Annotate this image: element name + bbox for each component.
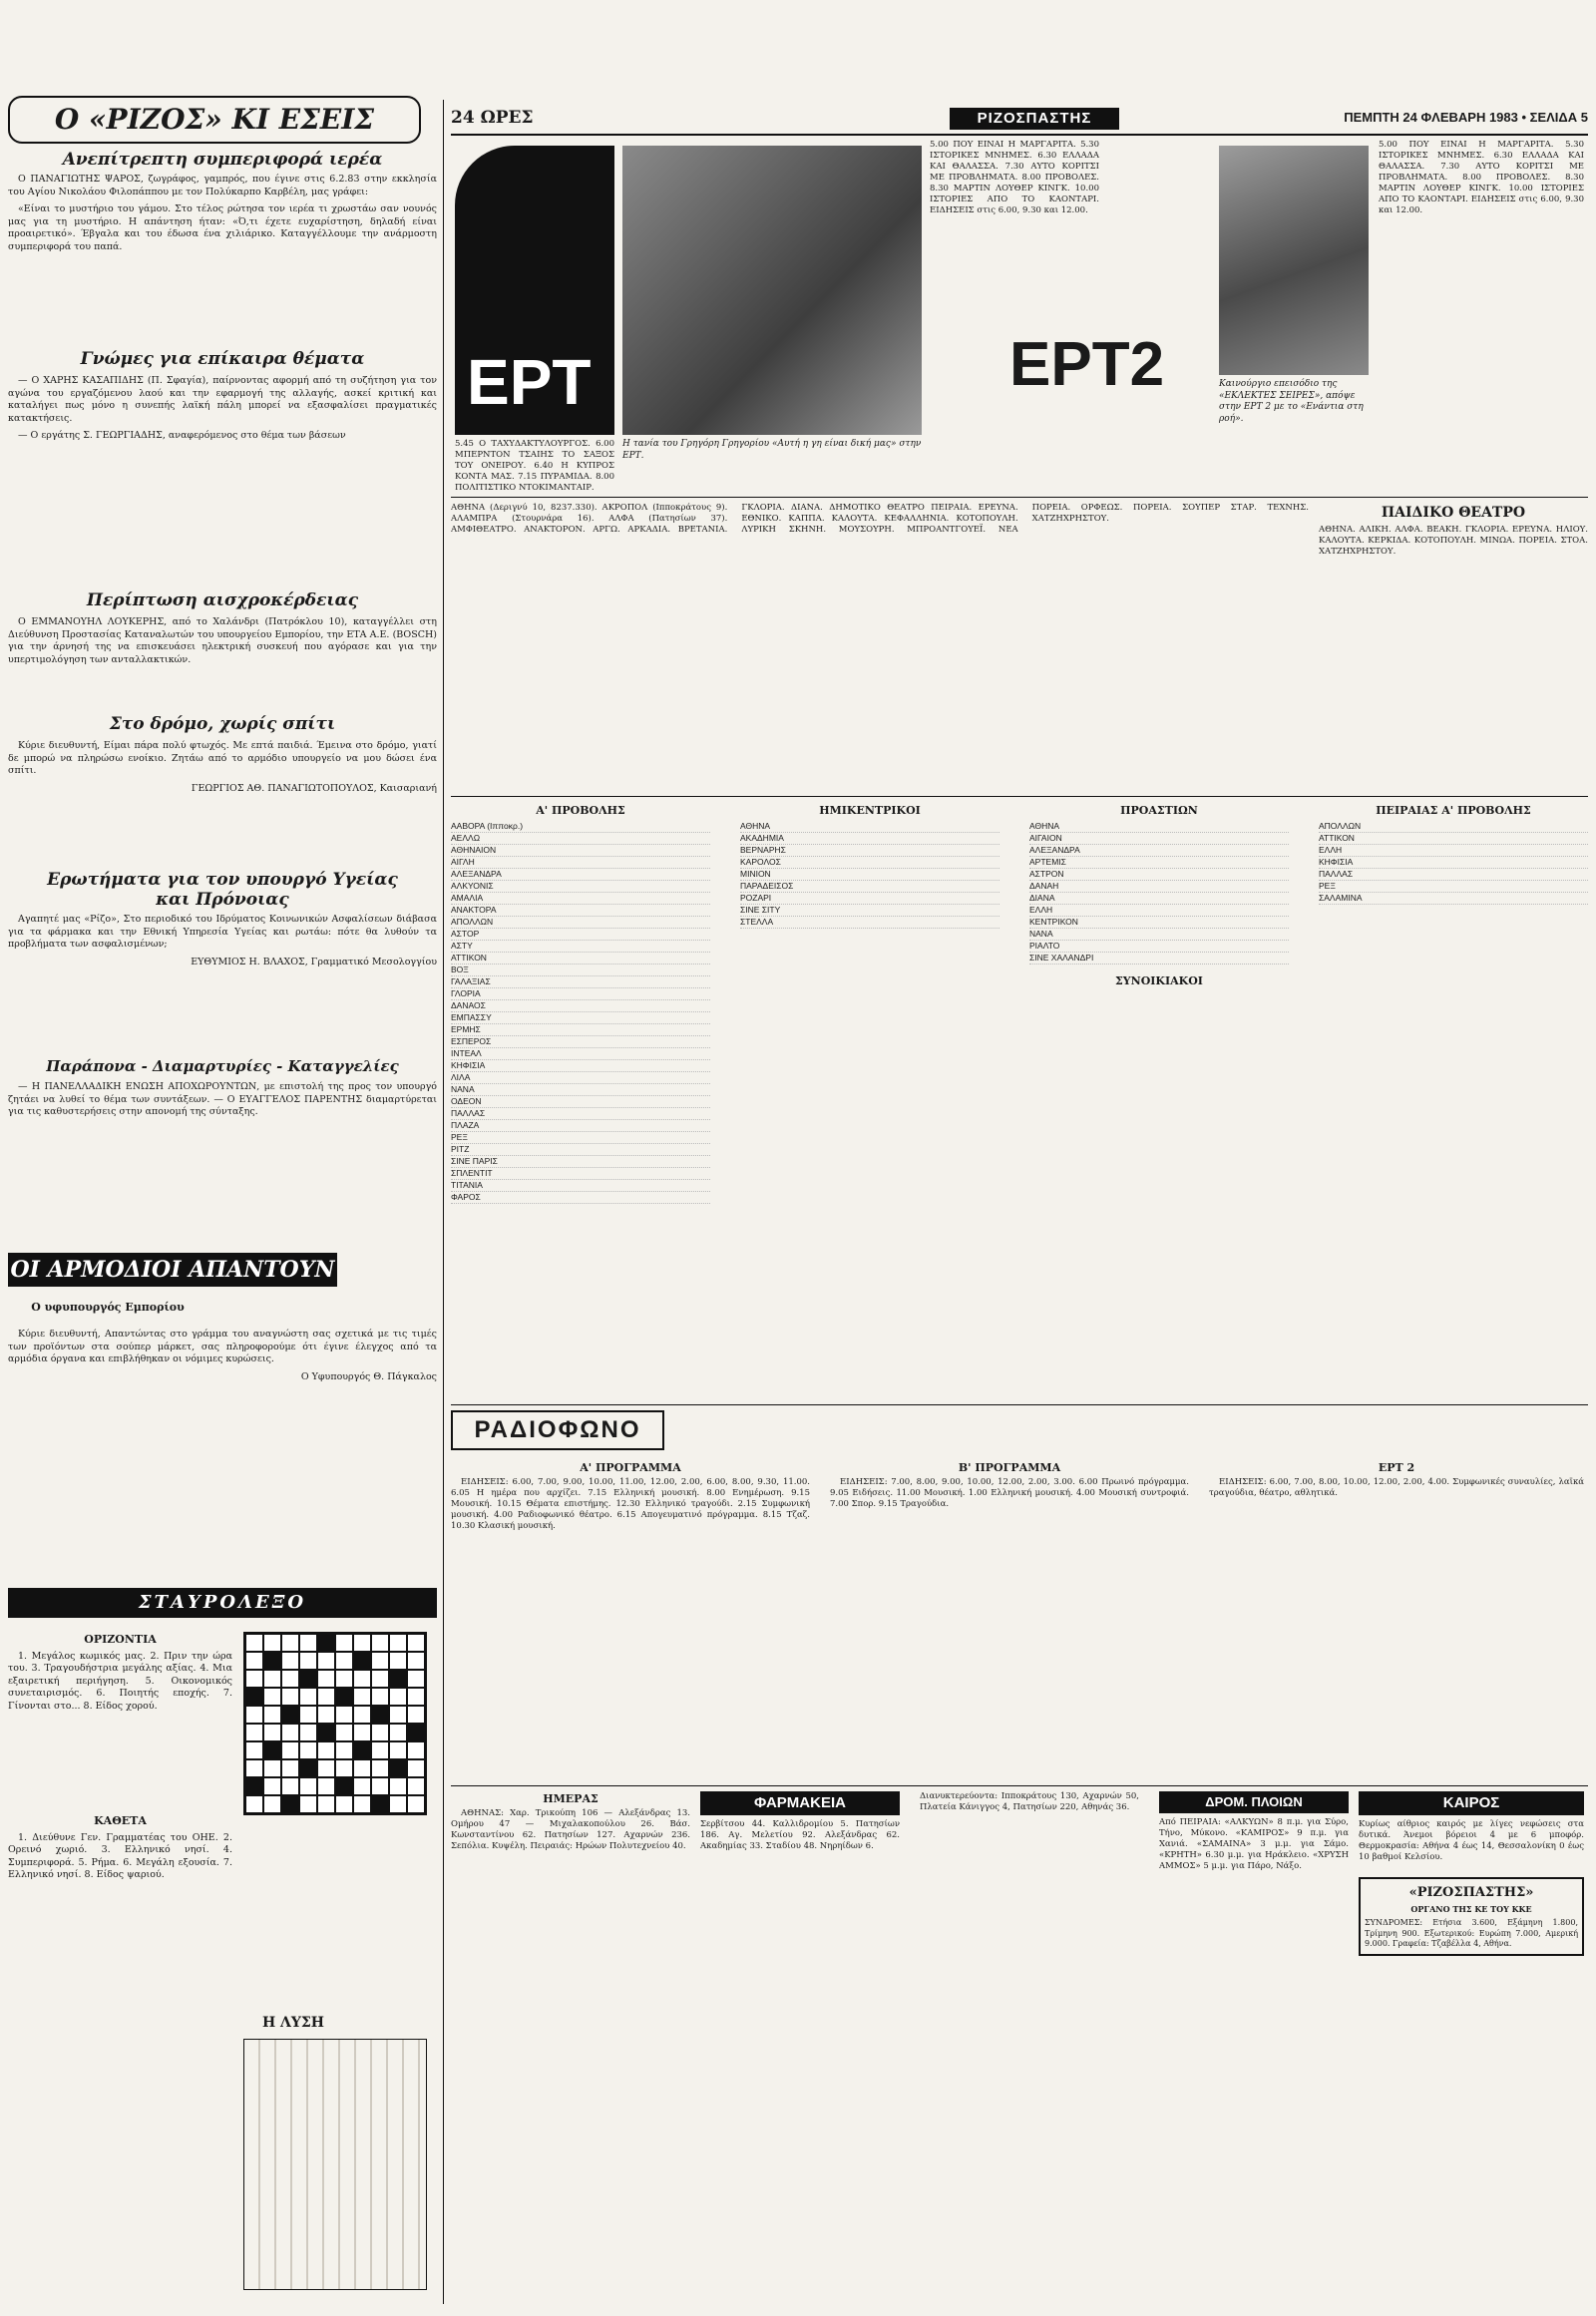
article-body [8,914,437,973]
article-body [8,740,437,800]
crossword-clues-down [8,1813,232,1887]
list-item [740,833,999,845]
paragraph: Κύριε διευθυντή, Είμαι πάρα πολύ φτωχός. Με επτά παιδιά. Έμεινα στο δρόμο, γιατί δε μπορώ να πληρώσω ενοίκιο. Ζητάω από το αρμόδιο υπουργείο να μου δώσει ένα σπίτι. [8,740,437,776]
radio-prog-c [1209,1460,1584,1504]
section-header-officials: ΟΙ ΑΡΜΟΔΙΟΙ ΑΠΑΝΤΟΥΝ [8,1253,337,1287]
article-title: Στο δρόμο, χωρίς σπίτι [109,714,336,734]
radio-prog-title: Β' ΠΡΟΓΡΑΜΜΑ [958,1461,1061,1474]
cinema-list [1319,821,1588,905]
list-item [451,1108,710,1120]
photo-film-still [622,146,922,435]
signature: Ο Υφυπουργός Θ. Πάγκαλος [300,1370,437,1382]
cinema-name: ΔΑΝΑΟΣ [451,1000,486,1010]
cinema-name: ΑΛΕΞΑΝΔΡΑ [451,869,502,879]
cinema-name: ΑΣΤΡΟΝ [1029,869,1064,879]
cinema-name: ΑΠΟΛΛΩΝ [451,917,494,927]
pharmacy-box [700,1791,900,1852]
cinema-name: ΡΕΞ [451,1132,468,1142]
paragraph: ΕΙΔΗΣΕΙΣ: 7.00, 8.00, 9.00, 10.00, 12.00, 2.00, 3.00. 6.00 Πρωινό πρόγραμμα. 9.05 Ειδήσεις. 11.00 Μουσική. 1.00 Ελληνική μουσική. 4.00 Μουσική συντροφιά. 7.00 Σπορ. 9.15 Τραγούδια. [830,1477,1189,1509]
list-item [451,988,710,1000]
cinema-name: ΑΠΟΛΛΩΝ [1319,821,1362,831]
paragraph: — Ο ΧΑΡΗΣ ΚΑΣΑΠΙΔΗΣ (Π. Σφαγία), παίρνοντας αφορμή από τη συζήτηση για τον αγώνα του εργαζόμενου λαού και την εφαρμογή της αλλαγής, ασκεί κριτική και καταλήγει πως μόνο η συνεπής λαϊκή πάλη μπορεί να εξασφαλίσει πραγματικές κατακτήσεις. [8,375,437,424]
weather-box [1359,1791,1584,1956]
list-item [451,1132,710,1144]
bottom-section [451,1791,1588,2305]
list-item [1319,833,1588,845]
cinema-listings [451,802,1588,1400]
masthead-rule [451,134,1588,136]
cinema-name: ΝΑΝΑ [1029,929,1053,939]
paragraph: 1. Μεγάλος κωμικός μας. 2. Πριν την ώρα του. 3. Τραγουδήστρια μεγάλης αξίας. 4. Μια εξαιρετική περιήγηση. 5. Οικονομικός συνεταιρισμός. 6. Ποιητής εποχής. 7. Γίνονται στο... 8. Είδος χορού. [8,1650,232,1712]
kids-theatre-list: ΑΘΗΝΑ. ΑΛΙΚΗ. ΑΛΦΑ. ΒΕΑΚΗ. ΓΚΛΟΡΙΑ. ΕΡΕΥΝΑ. ΗΛΙΟΥ. ΚΑΛΟΥΤΑ. ΚΕΡΚΙΔΑ. ΚΟΤΟΠΟΥΛΗ. ΜΙΝΩΑ. ΠΟΡΕΙΑ. ΣΤΟΑ. ΧΑΤΖΗΧΡΗΣΤΟΥ. [1319,525,1588,557]
list-item [740,905,999,917]
cinema-col-4 [1319,802,1588,905]
cinema-header: ΣΥΝΟΙΚΙΑΚΟΙ [1115,974,1203,987]
list-item [1319,857,1588,869]
ert-programme: 5.45 Ο ΤΑΧΥΔΑΚΤΥΛΟΥΡΓΟΣ. 6.00 ΜΠΕΡΝΤΟΝ ΤΣΑΙΗΣ ΤΟ ΣΑΞΟΣ ΤΟΥ ΟΝΕΙΡΟΥ. 6.40 Η ΚΥΠΡΟΣ ΚΟΝΤΑ ΜΑΣ. 7.15 ΠΥΡΑΜΙΔΑ. 8.00 ΠΟΛΙΤΙΣΤΙΚΟ ΝΤΟΚΙΜΑΝΤΑΙΡ. [455,439,614,493]
cinema-name: ΓΑΛΑΞΙΑΣ [451,976,491,986]
ships-box [1159,1791,1349,1872]
list-item [451,869,710,881]
section-rule [451,497,1588,498]
list-item [451,881,710,893]
list-item [451,1024,710,1036]
subscription-box [1359,1877,1584,1956]
section-header-rizos: Ο «ΡΙΖΟΣ» ΚΙ ΕΣΕΙΣ [8,96,421,144]
list-item [740,917,999,929]
article-body [8,1329,437,1388]
cinema-name: ΡΟΖΑΡΙ [740,893,772,903]
date-line: ΠΕΜΠΤΗ 24 ΦΛΕΒΑΡΗ 1983 • ΣΕΛΙΔΑ 5 [1344,110,1588,125]
cinema-name: ΑΜΑΛΙΑ [451,893,484,903]
cinema-name: ΑΛΕΞΑΝΔΡΑ [1029,845,1080,855]
cinema-name: ΡΙΑΛΤΟ [1029,941,1060,951]
kids-theatre [1319,503,1588,558]
across-title: ΟΡΙΖΟΝΤΙΑ [84,1633,157,1646]
radio-section [451,1410,1588,1779]
signature: ΓΕΩΡΓΙΟΣ ΑΘ. ΠΑΝΑΓΙΩΤΟΠΟΥΛΟΣ, Καισαριανή [191,782,437,794]
paragraph: ΕΙΔΗΣΕΙΣ: 6.00, 7.00, 8.00, 10.00, 12.00, 2.00, 4.00. Συμφωνικές συναυλίες, λαϊκά τραγούδια, θέατρο, αθλητικά. [1209,1477,1584,1498]
paper-name: ΡΙΖΟΣΠΑΣΤΗΣ [950,108,1119,130]
paragraph: «Είναι το μυστήριο του γάμου. Στο τέλος ρώτησα τον ιερέα τι χρωστάω σαν νουνός μας για τη μυστήριο. Η απάντηση ήταν: «Ό,τι έχετε ευχαρίστηση, δηλαδή είναι προαιρετικό». Έβγαλα και του έδωσα ένα χιλιάρικο. Καταγγέλλουμε την ανάρμοστη συμπεριφορά του παπά. [8,203,437,252]
article-title: Παράπονα - Διαμαρτυρίες - Καταγγελίες [46,1057,399,1075]
list-item [451,1060,710,1072]
list-item [740,845,999,857]
radio-title: ΡΑΔΙΟΦΩΝΟ [451,1410,664,1450]
cinema-name: ΣΤΕΛΛΑ [740,917,774,927]
duty-pharmacies [451,1791,690,1857]
article-body [8,375,437,448]
list-item [451,929,710,941]
cinema-name: ΕΣΠΕΡΟΣ [451,1036,492,1046]
list-item [1029,869,1289,881]
cinema-name: ΜΙΝΙΟΝ [740,869,771,879]
cinema-list [740,821,999,929]
tv-section [451,140,1588,494]
cinema-name: ΑΣΤΥ [451,941,473,951]
cinema-name: ΣΠΛΕΝΤΙΤ [451,1168,493,1178]
cinema-header: Α' ΠΡΟΒΟΛΗΣ [536,804,625,817]
cinema-name: ΤΙΤΑΝΙΑ [451,1180,483,1190]
subscription-title: «ΡΙΖΟΣΠΑΣΤΗΣ» [1408,1885,1534,1900]
down-title: ΚΑΘΕΤΑ [94,1814,147,1827]
cinema-list [1029,821,1289,965]
night-pharmacies: Διανυκτερεύοντα: Ιπποκράτους 130, Αχαρνών 50, Πλατεία Κάνιγγος 4, Πατησίων 220, Αθηνάς 36. [920,1791,1139,1812]
article-title: Ερωτήματα για τον υπουργό Υγείας και Πρόνοιας [47,870,398,910]
cinema-name: ΣΙΝΕ ΠΑΡΙΣ [451,1156,498,1166]
cinema-name: ΓΛΟΡΙΑ [451,988,481,998]
section-rule [451,1785,1588,1786]
paragraph: ΕΙΔΗΣΕΙΣ: 6.00, 7.00, 9.00, 10.00, 11.00, 12.00, 2.00, 6.00, 8.00, 9.30, 11.00. 6.05 Η ημέρα που αρχίζει. 7.15 Ελληνική μουσική. 8.00 Ενημέρωση. 9.15 Μουσική. 10.15 Θέματα επιστήμης. 12.30 Ελληνικό τραγούδι. 2.15 Συμφωνική μουσική. 4.00 Ραδιοφωνικό θέατρο. 6.15 Απογευματινό πρόγραμμα. 8.15 Τζαζ. 10.30 Κλασική μουσική. [451,1477,810,1531]
cinema-name: ΕΛΛΗ [1029,905,1053,915]
list-item [451,1180,710,1192]
list-item [451,1072,710,1084]
radio-prog-a [451,1460,810,1537]
cinema-name: ΑΝΑΚΤΟΡΑ [451,905,497,915]
list-item [451,1000,710,1012]
list-item [451,976,710,988]
ert2-listing: 5.00 ΠΟΥ ΕΙΝΑΙ Η ΜΑΡΓΑΡΙΤΑ. 5.30 ΙΣΤΟΡΙΚΕΣ ΜΝΗΜΕΣ. 6.30 ΕΛΛΑΔΑ ΚΑΙ ΘΑΛΑΣΣΑ. 7.30 ΑΥΤΟ ΚΟΡΙΤΣΙ ΜΕ ΠΡΟΒΛΗΜΑΤΑ. 8.00 ΠΡΟΒΟΛΕΣ. 8.30 ΜΑΡΤΙΝ ΛΟΥΘΕΡ ΚΙΝΓΚ. 10.00 ΙΣΤΟΡΙΕΣ ΑΠΟ ΤΟ ΚΑΟΝΤΑΡΙ. ΕΙΔΗΣΕΙΣ στις 6.00, 9.30 και 12.00. [1379,140,1584,215]
cinema-name: ΑΣΤΟΡ [451,929,480,939]
list-item [740,821,999,833]
cinema-name: ΣΙΝΕ ΧΑΛΑΝΔΡΙ [1029,953,1094,963]
page-number: ΣΕΛΙΔΑ 5 [1529,110,1588,125]
paragraph: Κύριε διευθυντή, Απαντώντας στο γράμμα του αναγνώστη σας σχετικά με τις τιμές των προϊόντων στα σούπερ μάρκετ, σας πληροφορούμε ότι έγινε έλεγχος από τα αρμόδια όργανα και επιβλήθηκαν οι νόμιμες κυρώσεις. [8,1329,437,1364]
cinema-name: ΚΗΦΙΣΙΑ [451,1060,486,1070]
cinema-name: ΛΙΛΑ [451,1072,471,1082]
list-item [451,1084,710,1096]
pharmacy-list: Σερβίτσου 44. Καλλιδρομίου 5. Πατησίων 186. Αγ. Μελετίου 92. Αλεξάνδρας 62. Ακαδημίας 33. Σταδίου 48. Νηρηίδων 6. [700,1819,900,1851]
cinema-name: ΒΕΡΝΑΡΗΣ [740,845,786,855]
cinema-name: ΟΔΕΟΝ [451,1096,482,1106]
cinema-name: ΑΙΓΛΗ [451,857,475,867]
list-item [451,833,710,845]
list-item [740,869,999,881]
cinema-name: ΠΑΛΛΑΣ [451,1108,486,1118]
list-item [451,905,710,917]
list-item [451,1012,710,1024]
section-rule [451,796,1588,797]
list-item [451,1096,710,1108]
cinema-name: ΑΤΤΙΚΟΝ [1319,833,1355,843]
list-item [1029,833,1289,845]
paragraph: Ο ΕΜΜΑΝΟΥΗΛ ΛΟΥΚΕΡΗΣ, από το Χαλάνδρι (Πατρόκλου 10), καταγγέλλει στη Διεύθυνση Προστασίας Καταναλωτών του υπουργείου Εμπορίου, την ΕΤΑ Α.Ε. (BOSCH) για την άρνησή της να επισκευάσει ηλεκτρική συσκευή που αγόρασε και για την υπερτιμολόγηση των ανταλλακτικών. [8,616,437,665]
list-item [451,821,710,833]
article-title: Γνώμες για επίκαιρα θέματα [80,349,365,369]
ships-list: Από ΠΕΙΡΑΙΑ: «ΑΛΚΥΩΝ» 8 π.μ. για Σύρο, Τήνο, Μύκονο. «ΚΑΜΙΡΟΣ» 9 π.μ. για Χανιά. «ΣΑΜΑΙΝΑ» 3 μ.μ. για Σάμο. «ΚΡΗΤΗ» 6.30 μ.μ. για Ηράκλειο. «ΧΡΥΣΗ ΑΜΜΟΣ» 5 μ.μ. για Πάρο, Νάξο. [1159,1817,1349,1871]
list-item [1029,857,1289,869]
list-item [740,881,999,893]
photo-caption: Η τανία του Γρηγόρη Γρηγορίου «Αυτή η γη είναι δική μας» στην ΕΡΤ. [622,439,922,461]
subscription-subtitle: ΟΡΓΑΝΟ ΤΗΣ ΚΕ ΤΟΥ ΚΚΕ [1410,1904,1532,1914]
list-item [1029,929,1289,941]
article-body [8,616,437,671]
photo-caption: Καινούργιο επεισόδιο της «ΕΚΛΕΚΤΕΣ ΣΕΙΡΕΣ», απόψε στην ΕΡΤ 2 με το «Ενάντια στη ροή». [1219,379,1364,424]
solution-title: Η ΛΥΣΗ [261,2015,325,2031]
paragraph: — Η ΠΑΝΕΛΛΑΔΙΚΗ ΕΝΩΣΗ ΑΠΟΧΩΡΟΥΝΤΩΝ, με επιστολή της προς τον υπουργό ζητάει να λυθεί το θέμα των συντάξεων. — Ο ΕΥΑΓΓΕΛΟΣ ΠΑΡΕΝΤΗΣ διαμαρτύρεται για τις καθυστερήσεις στην απονομή της σύνταξης. [8,1081,437,1117]
cinema-name: ΑΘΗΝΑ [1029,821,1060,831]
article-title: Περίπτωση αισχροκέρδειας [86,590,359,610]
cinema-col-1 [451,802,710,1204]
radio-prog-title: Α' ΠΡΟΓΡΑΜΜΑ [580,1461,681,1474]
cinema-name: ΑΛΚΥΟΝΙΣ [451,881,494,891]
crossword-grid [243,1632,427,1815]
cinema-name: ΠΑΡΑΔΕΙΣΟΣ [740,881,794,891]
signature: ΕΥΘΥΜΙΟΣ Η. ΒΛΑΧΟΣ, Γραμματικό Μεσολογγίου [191,956,437,967]
theatre-listings: ΑΘΗΝΑ (Δεριγνύ 10, 8237.330). ΑΚΡΟΠΟΛ (Ιπποκράτους 9). ΑΛΑΜΠΡΑ (Στουρνάρα 16). ΑΛΦΑ (Πατησίων 37). ΑΜΦΙΘΕΑΤΡΟ. ΑΝΑΚΤΟΡΟΝ. ΑΡΓΩ. ΑΡΚΑΔΙΑ. ΒΡΕΤΑΝΙΑ. ΓΚΛΟΡΙΑ. ΔΙΑΝΑ. ΔΗΜΟΤΙΚΟ ΘΕΑΤΡΟ ΠΕΙΡΑΙΑ. ΕΡΕΥΝΑ. ΕΘΝΙΚΟ. ΚΑΠΠΑ. ΚΑΛΟΥΤΑ. ΚΕΦΑΛΛΗΝΙΑ. ΚΟΤΟΠΟΥΛΗ. ΛΥΡΙΚΗ ΣΚΗΝΗ. ΜΟΥΣΟΥΡΗ. ΜΠΡΟΑΝΤΓΟΥΕΪ. ΝΕΑ ΠΟΡΕΙΑ. ΟΡΦΕΩΣ. ΠΟΡΕΙΑ. ΣΟΥΠΕΡ ΣΤΑΡ. ΤΕΧΝΗΣ. ΧΑΤΖΗΧΡΗΣΤΟΥ. [451,503,1309,535]
list-item [1029,953,1289,965]
weather-text: Κυρίως αίθριος καιρός με λίγες νεφώσεις στα δυτικά. Άνεμοι βόρειοι 4 με 6 μποφόρ. Θερμοκρασία: Αθήνα 4 έως 14, Θεσσαλονίκη 0 έως 10 βαθμοί Κελσίου. [1359,1819,1584,1862]
cinema-name: ΑΡΤΕΜΙΣ [1029,857,1066,867]
pharmacy-title: ΦΑΡΜΑΚΕΙΑ [700,1791,900,1815]
cinema-col-2 [740,802,999,929]
list-item [1029,845,1289,857]
list-item [451,917,710,929]
cinema-name: ΕΜΠΑΣΣΥ [451,1012,492,1022]
paragraph: Αγαπητέ μας «Ρίζο», Στο περιοδικό του Ιδρύματος Κοινωνικών Ασφαλίσεων διάβασα για τα φάρμακα και την Εθνική Υπηρεσία Υγείας και ρωτάω: πότε θα λυθούν τα προβλήματα των ασφαλισμένων; [8,914,437,950]
list-item [1029,941,1289,953]
cinema-header: ΠΕΙΡΑΙΑΣ Α' ΠΡΟΒΟΛΗΣ [1376,804,1531,817]
cinema-name: ΠΛΑΖΑ [451,1120,480,1130]
cinema-name: ΚΗΦΙΣΙΑ [1319,857,1354,867]
cinema-name: ΝΑΝΑ [451,1084,475,1094]
article-title: Ανεπίτρεπτη συμπεριφορά ιερέα [62,150,383,170]
list-item [1319,845,1588,857]
article-title: Ο υφυπουργός Εμπορίου [31,1301,185,1314]
list-item [451,1144,710,1156]
left-column [8,96,437,2305]
photo-series-still [1219,146,1369,375]
cinema-header: ΠΡΟΑΣΤΙΩΝ [1120,804,1198,817]
solution-box [243,2039,427,2290]
ert-logo-text: ΕΡΤ [467,346,592,418]
page-masthead [451,104,1588,132]
list-item [1029,905,1289,917]
list-item [451,1120,710,1132]
article-body [8,1081,437,1124]
weather-title: ΚΑΙΡΟΣ [1359,1791,1584,1815]
list-item [451,1168,710,1180]
list-item [451,857,710,869]
list-item [1319,869,1588,881]
cinema-name: ΑΘΗΝΑ [740,821,771,831]
subscription-text: ΣΥΝΔΡΟΜΕΣ: Ετήσια 3.600, Εξάμηνη 1.800, Τρίμηνη 900. Εξωτερικού: Ευρώπη 7.000, Αμερική 9.000. Γραφεία: Τζαβέλλα 4, Αθήνα. [1365,1918,1578,1948]
cinema-name: ΡΙΤΖ [451,1144,470,1154]
list-item [451,1036,710,1048]
paragraph: Ο ΠΑΝΑΓΙΩΤΗΣ ΨΑΡΟΣ, ζωγράφος, γαμπρός, που έγινε στις 6.2.83 στην εκκλησία του Αγίου Νικολάου Φιλοπάππου με τον Πολύκαρπο Καρβέλη, μας γράφει: [8,174,437,197]
paragraph: — Ο εργάτης Σ. ΓΕΩΡΓΙΑΔΗΣ, αναφερόμενος στο θέμα των βάσεων [18,430,346,441]
list-item [1029,881,1289,893]
list-item [1319,881,1588,893]
paragraph: ΑΘΗΝΑΣ: Χαρ. Τρικούπη 106 — Αλεξάνδρας 13. Ομήρου 47 — Μιχαλακοπούλου 26. Βάσ. Κωνσταντίνου 62. Πατησίων 127. Αχαρνών 236. Σεπόλια. Κυψέλη. Πειραιάς: Ηρώων Πολυτεχνείου 40. [451,1808,690,1851]
cinema-name: ΑΕΛΛΩ [451,833,481,843]
list-item [451,845,710,857]
section-rule [451,1404,1588,1405]
cinema-name: ΑΚΑΔΗΜΙΑ [740,833,784,843]
ert-logo [455,146,614,435]
cinema-name: ΣΙΝΕ ΣΙΤΥ [740,905,781,915]
cinema-name: ΔΑΝΑΗ [1029,881,1059,891]
cinema-name: ΕΡΜΗΣ [451,1024,481,1034]
cinema-name: ΑΙΓΑΙΟΝ [1029,833,1062,843]
cinema-name: ΒΟΞ [451,965,469,974]
cinema-name: ΕΛΛΗ [1319,845,1343,855]
list-item [451,941,710,953]
cinema-name: ΡΕΞ [1319,881,1336,891]
cinema-col-3 [1029,802,1289,991]
kids-theatre-title: ΠΑΙΔΙΚΟ ΘΕΑΤΡΟ [1381,505,1526,521]
section-label: 24 ΩΡΕΣ [451,108,534,128]
list-item [1319,893,1588,905]
cinema-name: ΔΙΑΝΑ [1029,893,1055,903]
cinema-name: ΚΕΝΤΡΙΚΟΝ [1029,917,1078,927]
radio-prog-b [830,1460,1189,1515]
cinema-name: ΚΑΡΟΛΟΣ [740,857,781,867]
cinema-list [451,821,710,1204]
radio-prog-title: ΕΡΤ 2 [1378,1461,1415,1474]
cinema-name: ΣΑΛΑΜΙΝΑ [1319,893,1363,903]
cinema-name: ΑΑΒΟΡΑ (Ιπποκρ.) [451,821,524,831]
cinema-name: ΙΝΤΕΑΛ [451,1048,482,1058]
list-item [1029,821,1289,833]
list-item [451,965,710,976]
cinema-name: ΦΑΡΟΣ [451,1192,481,1202]
tv-listing: 5.00 ΠΟΥ ΕΙΝΑΙ Η ΜΑΡΓΑΡΙΤΑ. 5.30 ΙΣΤΟΡΙΚΕΣ ΜΝΗΜΕΣ. 6.30 ΕΛΛΑΔΑ ΚΑΙ ΘΑΛΑΣΣΑ. 7.30 ΑΥΤΟ ΚΟΡΙΤΣΙ ΜΕ ΠΡΟΒΛΗΜΑΤΑ. 8.00 ΠΡΟΒΟΛΕΣ. 8.30 ΜΑΡΤΙΝ ΛΟΥΘΕΡ ΚΙΝΓΚ. 10.00 ΙΣΤΟΡΙΕΣ ΑΠΟ ΤΟ ΚΑΟΝΤΑΡΙ. ΕΙΔΗΣΕΙΣ στις 6.00, 9.30 και 12.00. [930,140,1099,215]
crossword-clues-across [8,1632,232,1718]
list-item [740,893,999,905]
list-item [1029,917,1289,929]
ships-title: ΔΡΟΜ. ΠΛΟΙΩΝ [1159,1791,1349,1813]
list-item [451,953,710,965]
list-item [1029,893,1289,905]
cinema-name: ΑΤΤΙΚΟΝ [451,953,487,963]
cinema-header: ΗΜΙΚΕΝΤΡΙΚΟΙ [819,804,921,817]
paragraph: 1. Διεύθυνε Γεν. Γραμματέας του ΟΗΕ. 2. Ορεινό χωριό. 3. Ελληνικό νησί. 4. Συμπεριφορά. 5. Ρήμα. 6. Μεγάλη εξουσία. 7. Ελληνικό νησί. 8. Είδος ψαριού. [8,1831,232,1880]
list-item [740,857,999,869]
section-header-crossword: ΣΤΑΥΡΟΛΕΞΟ [8,1588,437,1618]
date: ΠΕΜΠΤΗ 24 ΦΛΕΒΑΡΗ 1983 [1344,110,1518,125]
cinema-name: ΑΘΗΝΑΙΟΝ [451,845,497,855]
list-item [451,1048,710,1060]
list-item [451,1192,710,1204]
ert2-logo: ΕΡΤ2 [1009,330,1165,399]
list-item [1319,821,1588,833]
list-item [451,1156,710,1168]
column-divider [443,100,444,2304]
cinema-name: ΠΑΛΛΑΣ [1319,869,1354,879]
list-item [451,893,710,905]
days-title: ΗΜΕΡΑΣ [543,1792,598,1805]
article-body [8,174,437,258]
